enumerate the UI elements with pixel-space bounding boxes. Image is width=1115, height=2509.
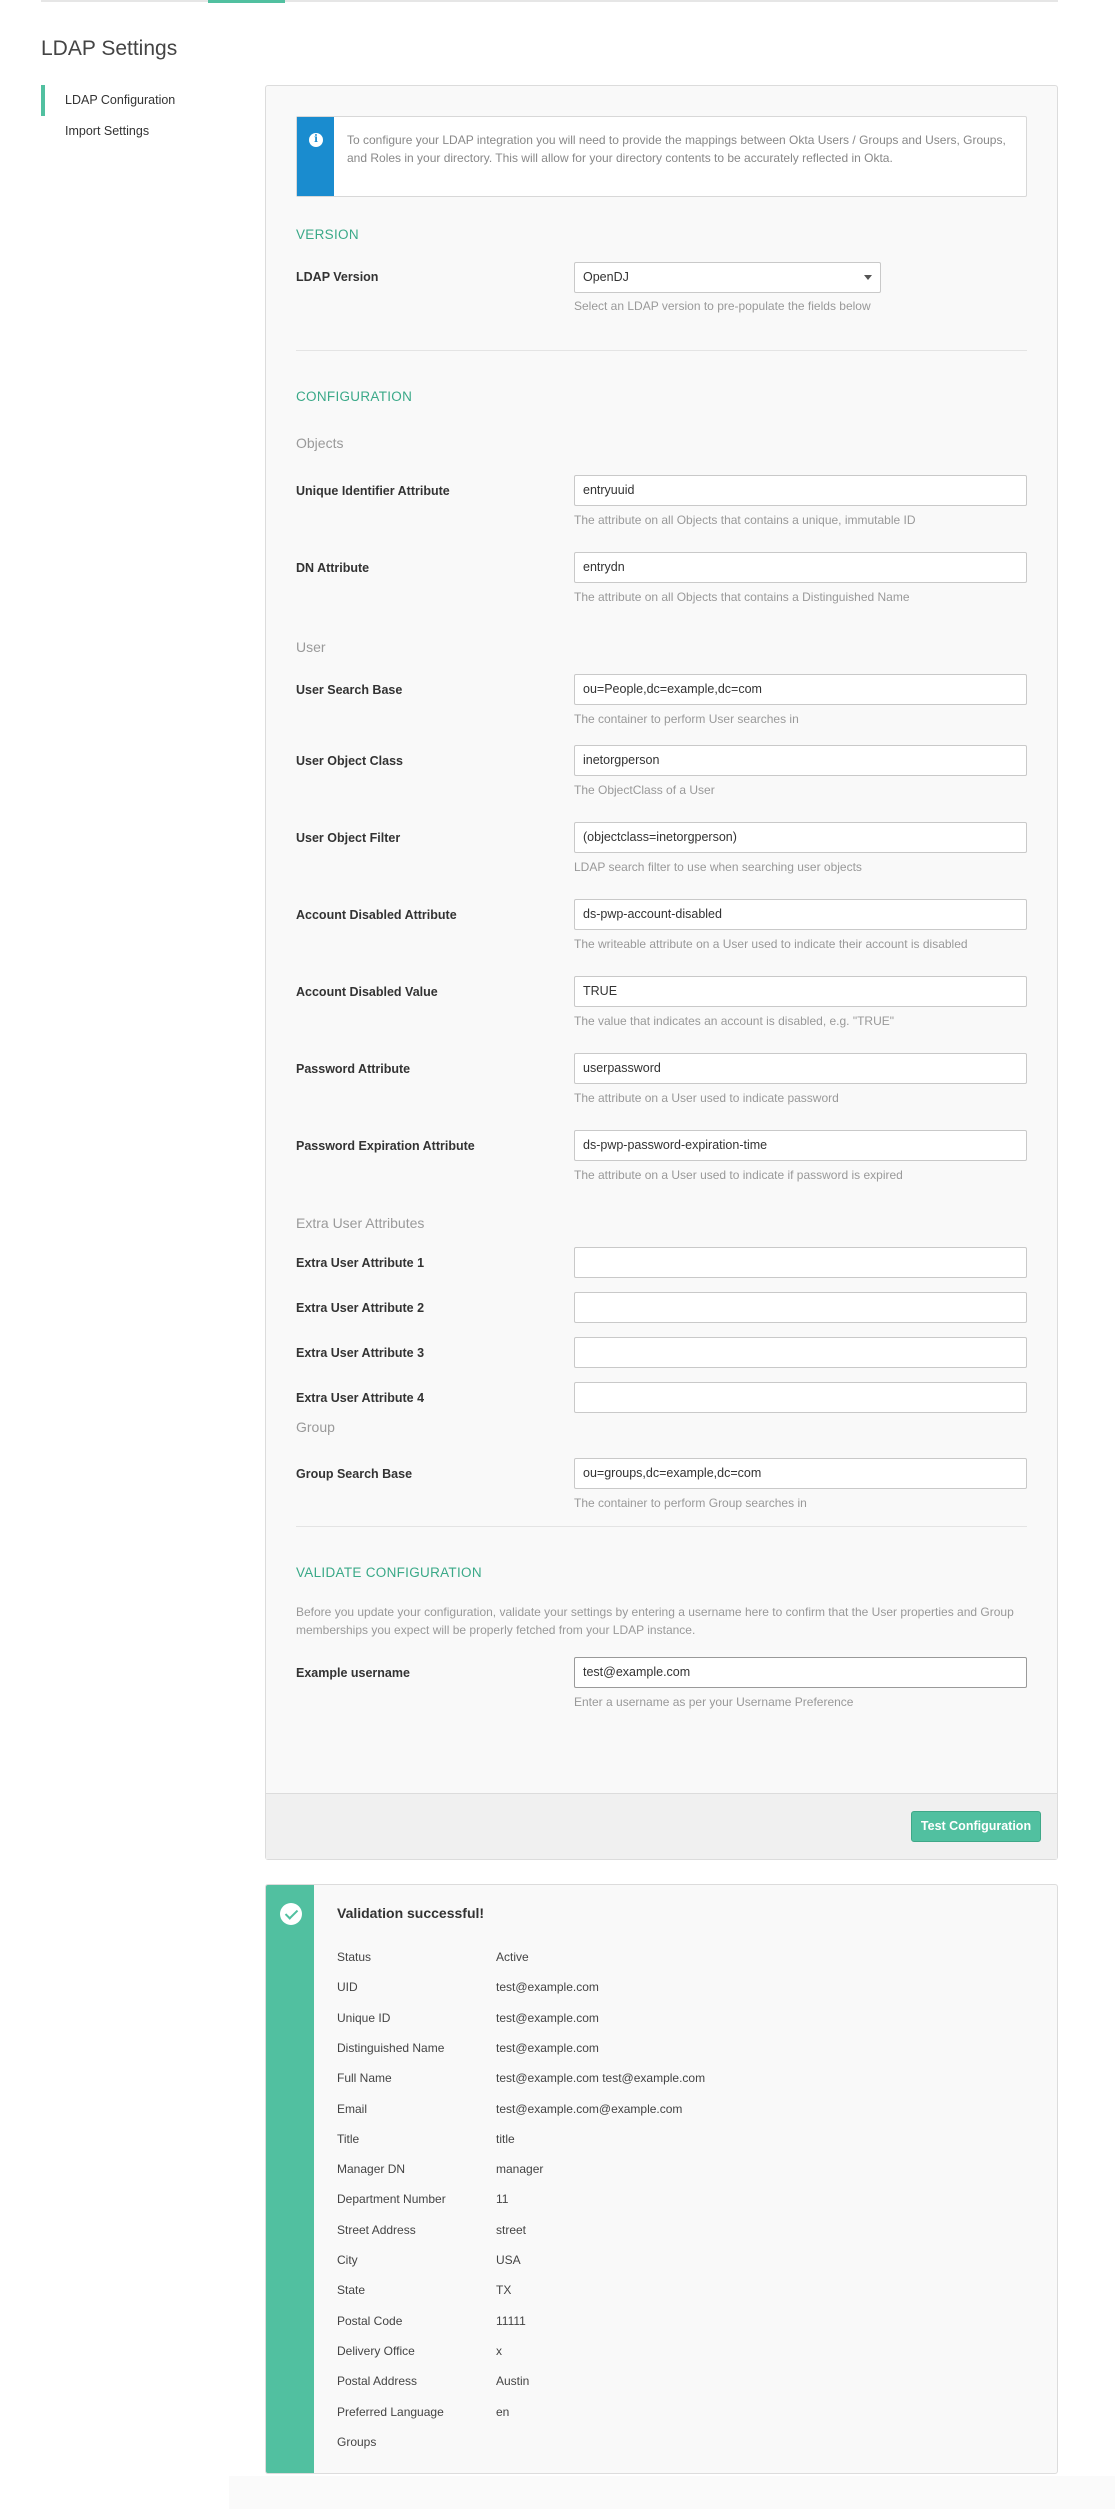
result-row-value: Active xyxy=(496,1950,529,1964)
extra-user-attribute-3-input[interactable] xyxy=(574,1337,1027,1368)
version-heading: VERSION xyxy=(296,227,359,242)
result-row xyxy=(337,2405,1037,2425)
account-disabled-attribute-label: Account Disabled Attribute xyxy=(296,908,457,922)
example-username-label: Example username xyxy=(296,1666,410,1680)
top-rule xyxy=(41,0,1058,2)
result-row-key: Full Name xyxy=(337,2071,392,2086)
user-heading: User xyxy=(296,639,326,655)
result-row xyxy=(337,2283,1037,2303)
result-row-value: test@example.com xyxy=(496,2040,599,2055)
user-object-filter-label: User Object Filter xyxy=(296,831,401,845)
user-object-class-label: User Object Class xyxy=(296,754,403,768)
example-username-input[interactable]: test@example.com xyxy=(574,1657,1027,1688)
result-row xyxy=(337,2374,1037,2394)
result-row-key: Preferred Language xyxy=(337,2404,444,2419)
ldap-version-selected: OpenDJ xyxy=(583,270,629,284)
extra-user-attribute-4-input[interactable] xyxy=(574,1382,1027,1413)
result-row xyxy=(337,2132,1037,2152)
password-attribute-input[interactable]: userpassword xyxy=(574,1053,1027,1084)
result-row-key: Title xyxy=(337,2131,360,2146)
dn-attribute-help: The attribute on all Objects that contains a Distinguished Name xyxy=(574,590,910,604)
active-tab-indicator xyxy=(208,0,285,3)
result-row xyxy=(337,2314,1037,2334)
result-row-value: street xyxy=(496,2222,527,2237)
ldap-config-panel xyxy=(265,85,1058,1860)
divider xyxy=(296,350,1027,351)
result-row-key: Status xyxy=(337,1950,372,1964)
result-row-value: TX xyxy=(496,2283,512,2298)
result-row-key: Distinguished Name xyxy=(337,2040,445,2055)
unique-id-input[interactable]: entryuuid xyxy=(574,475,1027,506)
result-row xyxy=(337,2102,1037,2122)
extra-user-attribute-2-label: Extra User Attribute 2 xyxy=(296,1301,425,1315)
result-row-key: Street Address xyxy=(337,2222,416,2237)
account-disabled-attribute-input[interactable]: ds-pwp-account-disabled xyxy=(574,899,1027,930)
extra-user-attributes-heading: Extra User Attributes xyxy=(296,1215,425,1231)
result-row xyxy=(337,2041,1037,2061)
objects-heading: Objects xyxy=(296,435,344,451)
result-row xyxy=(337,2192,1037,2212)
ldap-version-select[interactable] xyxy=(574,262,881,293)
extra-user-attribute-1-label: Extra User Attribute 1 xyxy=(296,1256,425,1270)
page-title: LDAP Settings xyxy=(41,37,178,60)
chevron-down-icon xyxy=(864,275,872,280)
result-row xyxy=(337,2344,1037,2364)
unique-id-label: Unique Identifier Attribute xyxy=(296,484,450,498)
ldap-version-help: Select an LDAP version to pre-populate the fields below xyxy=(574,299,871,313)
page-bottom xyxy=(229,2476,1115,2509)
group-search-base-input[interactable]: ou=groups,dc=example,dc=com xyxy=(574,1458,1027,1489)
result-row-value: title xyxy=(496,2131,515,2146)
user-search-base-help: The container to perform User searches in xyxy=(574,712,799,726)
result-row xyxy=(337,1950,1037,1970)
result-row-value: 11111 xyxy=(496,2313,526,2328)
account-disabled-attribute-help: The writeable attribute on a User used to indicate their account is disabled xyxy=(574,937,968,951)
password-expiration-attribute-help: The attribute on a User used to indicate if password is expired xyxy=(574,1168,903,1182)
extra-user-attribute-2-input[interactable] xyxy=(574,1292,1027,1323)
result-row xyxy=(337,2071,1037,2091)
group-heading: Group xyxy=(296,1419,335,1435)
dn-attribute-input[interactable]: entrydn xyxy=(574,552,1027,583)
configuration-heading: CONFIGURATION xyxy=(296,389,413,404)
result-row xyxy=(337,2435,1037,2455)
info-text: To configure your LDAP integration you will need to provide the mappings between Okta Users / Groups and Users, Groups, and Roles in your directory. This will allow for your directory contents to be accurately reflected in Okta. xyxy=(347,133,1006,165)
result-row-key: Delivery Office xyxy=(337,2343,415,2358)
result-row-value: manager xyxy=(496,2162,544,2177)
account-disabled-value-help: The value that indicates an account is disabled, e.g. "TRUE" xyxy=(574,1014,895,1028)
account-disabled-value-input[interactable]: TRUE xyxy=(574,976,1027,1007)
panel-footer xyxy=(266,1793,1057,1859)
result-row xyxy=(337,2223,1037,2243)
validation-result xyxy=(265,1884,1058,2474)
extra-user-attribute-3-label: Extra User Attribute 3 xyxy=(296,1346,425,1360)
unique-id-help: The attribute on all Objects that contains a unique, immutable ID xyxy=(574,513,916,527)
settings-sidenav xyxy=(41,85,241,147)
user-search-base-input[interactable]: ou=People,dc=example,dc=com xyxy=(574,674,1027,705)
user-object-class-help: The ObjectClass of a User xyxy=(574,783,715,797)
result-row-value: test@example.com@example.com xyxy=(496,2101,683,2116)
account-disabled-value-label: Account Disabled Value xyxy=(296,985,438,999)
sidenav-item-ldap-configuration[interactable]: LDAP Configuration xyxy=(41,85,241,116)
extra-user-attribute-1-input[interactable] xyxy=(574,1247,1027,1278)
result-row-key: Department Number xyxy=(337,2192,446,2207)
divider xyxy=(296,1526,1027,1527)
result-title: Validation successful! xyxy=(337,1905,485,1921)
result-row xyxy=(337,2253,1037,2273)
result-row-key: Groups xyxy=(337,2434,377,2449)
password-attribute-help: The attribute on a User used to indicate password xyxy=(574,1091,839,1105)
dn-attribute-label: DN Attribute xyxy=(296,561,370,575)
user-object-filter-input[interactable]: (objectclass=inetorgperson) xyxy=(574,822,1027,853)
result-row xyxy=(337,1980,1037,2000)
password-expiration-attribute-label: Password Expiration Attribute xyxy=(296,1139,475,1153)
result-row-key: State xyxy=(337,2283,366,2298)
result-row-value: USA xyxy=(496,2253,521,2267)
info-callout xyxy=(296,116,1027,197)
result-row-value: test@example.com xyxy=(496,2010,599,2025)
result-row-value: Austin xyxy=(496,2374,530,2389)
result-row xyxy=(337,2162,1037,2182)
result-row-value: x xyxy=(496,2343,502,2358)
info-bar xyxy=(297,117,334,196)
info-icon: i xyxy=(309,133,323,147)
result-row-value: 11 xyxy=(496,2192,509,2207)
example-username-help: Enter a username as per your Username Preference xyxy=(574,1695,854,1709)
result-row-key: Email xyxy=(337,2101,368,2116)
checkmark-icon xyxy=(280,1903,302,1925)
result-row-value: en xyxy=(496,2404,510,2419)
validate-configuration-heading: VALIDATE CONFIGURATION xyxy=(296,1565,482,1580)
result-row-key: Postal Address xyxy=(337,2374,418,2389)
result-row-value: test@example.com test@example.com xyxy=(496,2071,706,2086)
result-row xyxy=(337,2011,1037,2031)
password-expiration-attribute-input[interactable]: ds-pwp-password-expiration-time xyxy=(574,1130,1027,1161)
ldap-version-label: LDAP Version xyxy=(296,270,379,284)
sidenav-item-import-settings[interactable]: Import Settings xyxy=(65,124,150,138)
result-row-key: Manager DN xyxy=(337,2162,406,2177)
result-row-key: Postal Code xyxy=(337,2313,403,2328)
group-search-base-help: The container to perform Group searches in xyxy=(574,1496,807,1510)
extra-user-attribute-4-label: Extra User Attribute 4 xyxy=(296,1391,425,1405)
password-attribute-label: Password Attribute xyxy=(296,1062,411,1076)
validate-intro: Before you update your configuration, validate your settings by entering a username here to confirm that the User properties and Group memberships you expect will be properly fetched from your LDAP instance. xyxy=(296,1605,1014,1637)
result-row-value: test@example.com xyxy=(496,1980,599,1995)
user-search-base-label: User Search Base xyxy=(296,683,403,697)
result-row-key: UID xyxy=(337,1980,358,1995)
test-configuration-button[interactable]: Test Configuration xyxy=(911,1811,1041,1842)
user-object-filter-help: LDAP search filter to use when searching user objects xyxy=(574,860,862,874)
group-search-base-label: Group Search Base xyxy=(296,1467,413,1481)
user-object-class-input[interactable]: inetorgperson xyxy=(574,745,1027,776)
result-row-key: City xyxy=(337,2253,358,2267)
result-row-key: Unique ID xyxy=(337,2010,391,2025)
success-bar xyxy=(266,1885,314,2474)
